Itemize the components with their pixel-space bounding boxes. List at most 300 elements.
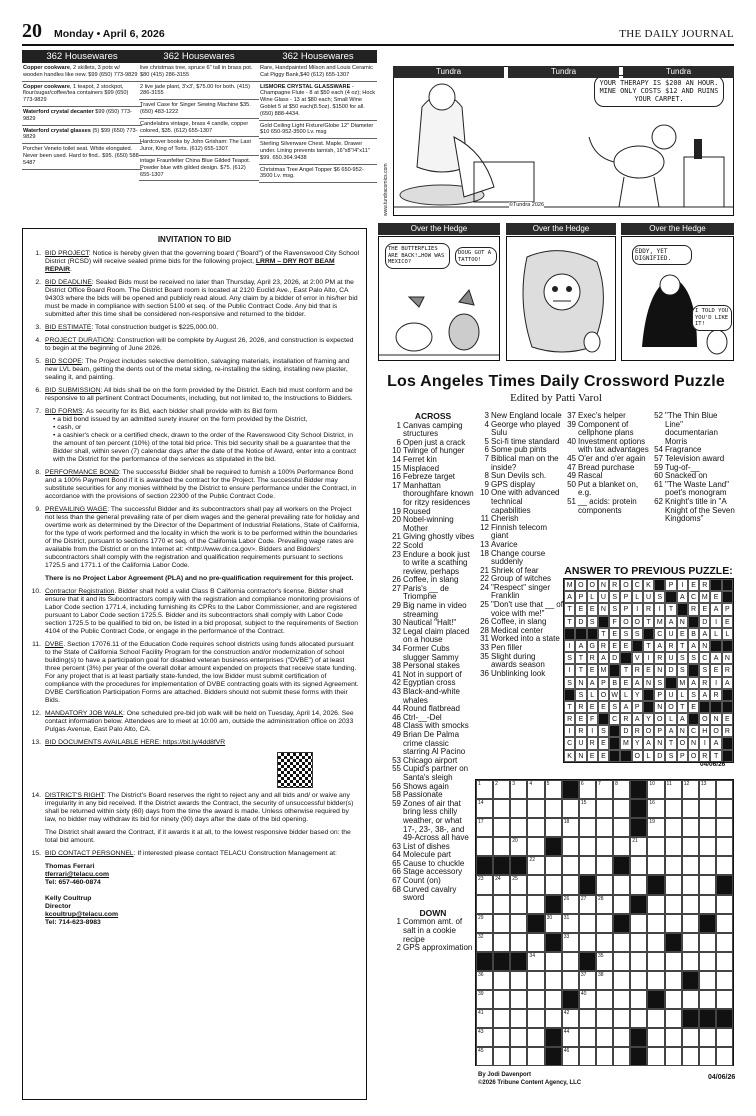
clue-text: Nobel-winning Mother xyxy=(403,515,454,533)
clue-number: 13 xyxy=(480,539,489,549)
item-text xyxy=(45,358,360,382)
comic-title-hedge-1: Over the Hedge xyxy=(378,223,500,235)
answer-cell: A xyxy=(710,737,721,749)
clue-number: 48 xyxy=(392,721,401,731)
clue-text: Molecule part xyxy=(403,850,452,860)
grid-cell xyxy=(716,895,733,914)
answer-cell: P xyxy=(620,591,631,603)
answer-cell: L xyxy=(710,628,721,640)
answer-cell: S xyxy=(654,677,665,689)
answer-cell: Y xyxy=(632,689,643,701)
ad-text: Rare, Handpainted Milson and Louis Ceramic Cat Piggy Bank,$40 (612) 655-1307 xyxy=(260,65,373,78)
grid-cell: 39 xyxy=(476,990,493,1009)
answer-cell xyxy=(609,750,620,762)
item-heading: BID CONTACT PERSONNEL xyxy=(45,850,134,857)
invitation-item xyxy=(29,337,360,353)
answer-cell: C xyxy=(654,628,665,640)
grid-row xyxy=(476,837,733,856)
clue-text: Cupid's partner on Santa's sleigh xyxy=(403,764,469,782)
invitation-item xyxy=(29,588,360,636)
grid-cell xyxy=(545,971,562,990)
grid-cell xyxy=(562,837,579,856)
answer-cell: L xyxy=(587,591,598,603)
grid-cell xyxy=(647,914,664,933)
grid-cell xyxy=(579,1028,596,1047)
clue-text: George who played Sulu xyxy=(491,419,561,438)
grid-cell: 15 xyxy=(579,799,596,818)
clue-number: 37 xyxy=(567,411,576,420)
grid-cell xyxy=(716,837,733,856)
clue xyxy=(390,422,476,439)
ad-text: Sterling Silverware Chest. Maple. Drawer under. Lining prevents tarnish, 16"x8"/4"x11" $99. 650.364.9438 xyxy=(260,141,370,161)
answer-cell: O xyxy=(620,616,631,628)
grid-cell xyxy=(579,914,596,933)
answer-cell: Y xyxy=(632,737,643,749)
grid-cell xyxy=(716,799,733,818)
grid-cell xyxy=(493,933,510,952)
answer-cell: E xyxy=(598,737,609,749)
answer-cell: P xyxy=(598,677,609,689)
clue xyxy=(390,551,476,577)
bullet: • a bid bond issued by an admitted surety insurer on the form provided by the District, xyxy=(53,416,308,423)
answer-cell: E xyxy=(575,603,586,615)
grid-cell xyxy=(699,971,716,990)
clue-number: 15 xyxy=(392,463,401,473)
answer-cell: P xyxy=(575,591,586,603)
classified-ad xyxy=(259,63,377,82)
ad-bold: LISMORE CRYSTAL GLASSWARE xyxy=(260,83,351,90)
answer-row xyxy=(564,737,733,749)
clue-number: 56 xyxy=(392,781,401,791)
answer-cell: S xyxy=(598,725,609,737)
grid-cell xyxy=(579,933,596,952)
clue-text: Some pub pints xyxy=(491,445,547,455)
grid-cell xyxy=(562,856,579,875)
answer-cell xyxy=(710,701,721,713)
grid-cell xyxy=(699,952,716,971)
invitation-items xyxy=(29,250,360,858)
grid-row xyxy=(476,952,733,971)
ad-text: $99 (650) 773-9829 xyxy=(23,108,132,122)
clue-text: Scold xyxy=(403,540,424,550)
answer-row xyxy=(564,640,733,652)
answer-cell: O xyxy=(632,616,643,628)
answer-date: 04/06/26 xyxy=(700,761,726,768)
grid-cell xyxy=(527,1028,544,1047)
answer-cell: T xyxy=(575,652,586,664)
clue xyxy=(478,670,563,679)
item-body: : Sealed Bids must be received no later than Thursday, April 23, 2026, at 2:00 PM at the District Office Board Room. The District Board room is located at 2120 Euclid Ave., East Palo Alto, CA 94303 where the bids will be opened and publicly read aloud. Any claim by a bidder of error in his/her bid must be made in compliance with section 5100 et seq. of the Public Contract Code. Any bid that is submitted after this time shall be considered non-responsive and returned to the bidder. xyxy=(45,279,358,318)
clue-text: __ acids: protein components xyxy=(578,496,637,515)
clue-number: 51 xyxy=(567,496,576,506)
answer-cell: T xyxy=(598,628,609,640)
clue-text: "Don't use that __ of voice with me!" xyxy=(491,600,563,618)
clue-number: 8 xyxy=(484,471,489,481)
answer-cell: E xyxy=(587,664,598,676)
grid-cell xyxy=(562,780,579,799)
answer-cell: S xyxy=(654,591,665,603)
answer-cell: E xyxy=(710,664,721,676)
clue-text: O'er and o'er again xyxy=(578,453,646,463)
grid-cell xyxy=(699,1009,716,1028)
classified-ad xyxy=(139,82,259,101)
comic-title-hedge-2: Over the Hedge xyxy=(506,223,616,235)
answer-cell: E xyxy=(587,750,598,762)
grid-cell xyxy=(682,818,699,837)
answer-cell: C xyxy=(688,725,699,737)
grid-cell xyxy=(682,933,699,952)
crossword-editor: Edited by Patti Varol xyxy=(510,392,602,404)
grid-cell xyxy=(699,837,716,856)
grid-cell xyxy=(613,933,630,952)
answer-cell: P xyxy=(654,689,665,701)
clue-text: Ctrl-__-Del xyxy=(403,712,442,722)
item-note: The District shall award the Contract, if it awards it at all, to the lowest responsive bidder based on: the total bid amount. xyxy=(45,829,351,844)
ad-text: live christmas tree, spruce 6" tall in brass pot. $80 (415) 286-3155 xyxy=(140,65,253,78)
clue-text: Class with smocks xyxy=(403,721,469,731)
grid-cell xyxy=(682,1047,699,1066)
item-body: : The District's Board reserves the right to reject any and all bids and/ or waive any irregularity in any bid received. If the District awards the Contract, the security of unsuccessful bidder(s) shall be returned within sixty (60) days from the time the award is made. Unless otherwise required by law, no bidder may withdraw its bid for ninety (90) days after the date of the bid opening. xyxy=(45,792,354,823)
answer-cell: M xyxy=(677,677,688,689)
answer-cell: I xyxy=(587,725,598,737)
clue-text: "The Thin Blue Line" documentarian Morris xyxy=(665,411,718,446)
answer-cell xyxy=(643,628,654,640)
answer-cell: R xyxy=(699,677,710,689)
grid-cell xyxy=(716,971,733,990)
grid-cell xyxy=(527,1009,544,1028)
answer-cell: R xyxy=(575,701,586,713)
clue-number: 3 xyxy=(484,411,489,420)
answer-cell: D xyxy=(654,750,665,762)
answer-cell: N xyxy=(677,725,688,737)
grid-cell xyxy=(665,1009,682,1028)
clue-number: 42 xyxy=(392,678,401,688)
clue-text: Count (on) xyxy=(403,876,441,886)
item-end: . xyxy=(70,266,72,273)
clue xyxy=(565,498,650,515)
clue xyxy=(390,731,476,757)
grid-cell xyxy=(665,1047,682,1066)
answer-row xyxy=(564,689,733,701)
grid-cell xyxy=(630,1047,647,1066)
clue-number: 27 xyxy=(392,583,401,593)
grid-cell xyxy=(545,933,562,952)
grid-cell xyxy=(579,1009,596,1028)
invitation-item xyxy=(29,739,360,747)
answer-cell: O xyxy=(688,750,699,762)
clue-number: 39 xyxy=(567,419,576,429)
answer-cell: I xyxy=(643,652,654,664)
grid-row xyxy=(476,875,733,894)
grid-cell xyxy=(493,818,510,837)
item-number: 13. xyxy=(31,739,41,746)
grid-cell xyxy=(716,1028,733,1047)
answer-cell xyxy=(688,616,699,628)
answer-cell: S xyxy=(677,652,688,664)
grid-cell xyxy=(527,1047,544,1066)
answer-cell: O xyxy=(654,713,665,725)
clue xyxy=(478,584,563,601)
answer-row xyxy=(564,677,733,689)
clue-text: "Respect" singer Franklin xyxy=(491,582,551,601)
ad-text: intage Fraunfelter China Blue Gilded Teapot. Powder blue with gilded design. $75. (612) 655-1307 xyxy=(140,157,251,178)
answer-row xyxy=(564,628,733,640)
item-body: : The successful Bidder and its subcontractors shall pay all workers on the Project not less than the general prevailing rate of per diem wages and the general prevailing rate for holiday and overtime work as determined by the Director of the Department of Industrial Relations, State of California, for the type of work performed and the locality in which the work is to be performed within the boundaries of the District, pursuant to sections 1770 et seq. of the California Labor Code. Prevailing wage rates are available from the District or on the Internet at: <http://www.dir.ca.gov>. Bidders and Bidders' subcontractors shall comply with the registration and qualification requirements pursuant to sections 1725.5 and 1771.1 of the California Labor Code. xyxy=(45,506,360,569)
grid-cell: 18 xyxy=(562,818,579,837)
grid-cell xyxy=(630,780,647,799)
grid-cell xyxy=(613,1009,630,1028)
clue-text: Open just a crack xyxy=(403,437,466,447)
answer-cell: U xyxy=(643,591,654,603)
answer-cell: S xyxy=(688,689,699,701)
answer-cell: T xyxy=(665,603,676,615)
answer-cell: D xyxy=(665,664,676,676)
grid-cell xyxy=(545,952,562,971)
answer-cell: L xyxy=(587,689,598,701)
grid-cell xyxy=(682,1028,699,1047)
grid-cell xyxy=(613,799,630,818)
grid-cell xyxy=(716,1009,733,1028)
grid-cell xyxy=(716,990,733,1009)
grid-cell xyxy=(579,875,596,894)
grid-cell xyxy=(630,818,647,837)
tundra-copyright: ©Tundra 2026 xyxy=(509,202,545,208)
grid-cell xyxy=(630,1028,647,1047)
clue-text: Passionate xyxy=(403,790,443,800)
ad-text: (5) $99 (650) 773-9829 xyxy=(23,127,138,141)
answer-cell xyxy=(688,664,699,676)
clue-number: 46 xyxy=(392,712,401,722)
ad-text: Hardcover books by John Grisham: The Last Juror, King of Torts. (612) 655-1307 xyxy=(140,139,251,153)
clue xyxy=(390,482,476,508)
answer-cell: A xyxy=(575,640,586,652)
answer-cell: A xyxy=(710,603,721,615)
answer-cell: R xyxy=(609,579,620,591)
item-heading: BID ESTIMATE xyxy=(45,324,92,331)
grid-cell: 19 xyxy=(647,818,664,837)
clue-number: 1 xyxy=(396,420,401,430)
answer-cell: S xyxy=(564,677,575,689)
clue-text: New England locale xyxy=(491,411,562,420)
item-project: LRRM – DRY ROT BEAM REPAIR xyxy=(45,258,335,273)
clue-text: Big name in video streaming xyxy=(403,601,467,619)
grid-cell xyxy=(665,875,682,894)
classified-ad xyxy=(139,63,259,82)
grid-cell xyxy=(647,1009,664,1028)
grid-cell: 22 xyxy=(527,856,544,875)
grid-cell xyxy=(630,952,647,971)
comic-title-tundra-2: Tundra xyxy=(508,66,619,78)
clue-text: Personal stakes xyxy=(403,661,460,671)
clue-text: Canvas camping structures xyxy=(403,420,463,439)
grid-cell xyxy=(527,971,544,990)
clue-number: 9 xyxy=(484,479,489,489)
item-heading: BID PROJECT xyxy=(45,250,89,257)
grid-date: 04/06/26 xyxy=(708,1074,736,1081)
clue-text: Snacked on xyxy=(665,471,708,481)
answer-cell: C xyxy=(609,713,620,725)
answer-cell: S xyxy=(677,664,688,676)
grid-cell: 17 xyxy=(476,818,493,837)
comic-title-tundra-1: Tundra xyxy=(393,66,504,78)
answer-cell: L xyxy=(620,689,631,701)
grid-row xyxy=(476,1047,733,1066)
clue-text: One with advanced technical capabilities xyxy=(491,488,560,515)
item-text xyxy=(45,506,360,583)
previous-answer-grid xyxy=(563,578,734,763)
answer-cell: I xyxy=(564,640,575,652)
clue-text: Component of cellphone plans xyxy=(578,419,634,438)
contact-block xyxy=(45,863,360,887)
answer-cell: L xyxy=(632,591,643,603)
grid-cell xyxy=(596,1028,613,1047)
answer-cell xyxy=(620,750,631,762)
item-body: : All bids shall be on the form provided by the District. Each bid must conform and be responsive to all pertinent Contract Documents, including, but not limited to, the Instructions to Bidders. xyxy=(45,387,353,402)
answer-cell: L xyxy=(665,713,676,725)
grid-cell xyxy=(630,933,647,952)
grid-cell xyxy=(699,990,716,1009)
clue-text: Investment options with tax advantages xyxy=(578,436,649,455)
invitation-item xyxy=(29,469,360,501)
answer-cell: R xyxy=(688,603,699,615)
grid-cell xyxy=(596,837,613,856)
invitation-item xyxy=(29,250,360,274)
grid-cell xyxy=(647,1047,664,1066)
grid-cell: 37 xyxy=(579,971,596,990)
clue-text: Exec's helper xyxy=(578,411,626,420)
clue-text: Giving ghostly vibes xyxy=(403,532,475,542)
item-body: : If interested please contact TELACU Construction Management at: xyxy=(133,850,337,857)
answer-cell: O xyxy=(665,701,676,713)
clue-number: 29 xyxy=(392,601,401,611)
classified-ad xyxy=(139,156,259,181)
answer-cell: I xyxy=(564,664,575,676)
grid-cell xyxy=(545,799,562,818)
answer-cell: T xyxy=(564,616,575,628)
grid-cell xyxy=(716,914,733,933)
answer-cell: N xyxy=(677,616,688,628)
clue xyxy=(652,412,736,446)
clue-text: Twinge of hunger xyxy=(403,446,465,456)
clue-number: 44 xyxy=(392,704,401,714)
grid-cell xyxy=(510,952,527,971)
clue-text: Former Cubs slugger Sammy xyxy=(403,644,459,662)
grid-cell xyxy=(699,933,716,952)
clue-text: Sun Devils sch. xyxy=(491,471,547,481)
down-clues-1 xyxy=(478,412,563,678)
answer-cell: I xyxy=(699,737,710,749)
classified-ad xyxy=(139,100,259,119)
answer-cell: R xyxy=(722,664,733,676)
clue xyxy=(390,918,476,944)
answer-cell: R xyxy=(710,689,721,701)
answer-cell xyxy=(620,652,631,664)
answer-cell: S xyxy=(699,664,710,676)
clue-number: 21 xyxy=(392,532,401,542)
grid-cell: 35 xyxy=(596,952,613,971)
item-text xyxy=(45,641,360,705)
item-heading: BID SUBMISSION xyxy=(45,387,101,394)
clue-number: 2 xyxy=(396,943,401,953)
answer-cell: A xyxy=(632,677,643,689)
clue-text: Ferret kin xyxy=(403,454,437,464)
answer-cell xyxy=(677,603,688,615)
grid-cell xyxy=(647,952,664,971)
grid-cell xyxy=(596,818,613,837)
clue xyxy=(390,944,476,953)
answer-cell: C xyxy=(632,579,643,591)
grid-row xyxy=(476,1009,733,1028)
grid-cell xyxy=(630,1009,647,1028)
classified-ad xyxy=(259,82,377,121)
answer-cell xyxy=(632,640,643,652)
answer-cell: I xyxy=(710,677,721,689)
grid-cell xyxy=(510,914,527,933)
clue-number: 20 xyxy=(392,515,401,525)
answer-cell: P xyxy=(722,603,733,615)
answer-cell: E xyxy=(710,591,721,603)
grid-cell xyxy=(596,933,613,952)
clue xyxy=(478,550,563,567)
answer-cell: T xyxy=(620,664,631,676)
contact-role: Director xyxy=(45,903,72,910)
grid-row xyxy=(476,933,733,952)
answer-cell xyxy=(598,713,609,725)
answer-cell: T xyxy=(564,701,575,713)
clue xyxy=(652,498,736,524)
grid-cell: 4 xyxy=(527,780,544,799)
answer-cell: S xyxy=(620,628,631,640)
grid-cell xyxy=(493,952,510,971)
answer-cell xyxy=(699,701,710,713)
answer-cell xyxy=(722,750,733,762)
grid-cell: 38 xyxy=(596,971,613,990)
grid-cell xyxy=(545,1009,562,1028)
clue-text: GPS approximation xyxy=(403,943,473,953)
clue xyxy=(478,489,563,515)
answer-cell: P xyxy=(620,603,631,615)
clue xyxy=(390,645,476,662)
grid-cell xyxy=(682,875,699,894)
answer-cell: M xyxy=(564,579,575,591)
answer-cell xyxy=(710,640,721,652)
clue-number: 53 xyxy=(392,755,401,765)
clue xyxy=(390,585,476,602)
clue-number: 50 xyxy=(567,479,576,489)
grid-cell xyxy=(647,933,664,952)
answer-cell: N xyxy=(598,603,609,615)
grid-cell xyxy=(476,856,493,875)
answer-cell xyxy=(722,701,733,713)
answer-cell: K xyxy=(564,750,575,762)
clue-text: Television award xyxy=(665,453,725,463)
answer-cell: E xyxy=(587,603,598,615)
answer-cell: B xyxy=(688,628,699,640)
grid-cell xyxy=(613,875,630,894)
answer-cell: T xyxy=(710,750,721,762)
answer-cell: R xyxy=(665,640,676,652)
item-text xyxy=(45,469,360,501)
clue xyxy=(390,886,476,903)
clue-text: Febreze target xyxy=(403,472,456,482)
across-clues xyxy=(390,412,476,953)
answer-cell: B xyxy=(609,677,620,689)
answer-row xyxy=(564,750,733,762)
clue-number: 14 xyxy=(392,454,401,464)
answer-cell: O xyxy=(575,579,586,591)
clue-number: 60 xyxy=(654,471,663,481)
clue-number: 18 xyxy=(480,548,489,558)
